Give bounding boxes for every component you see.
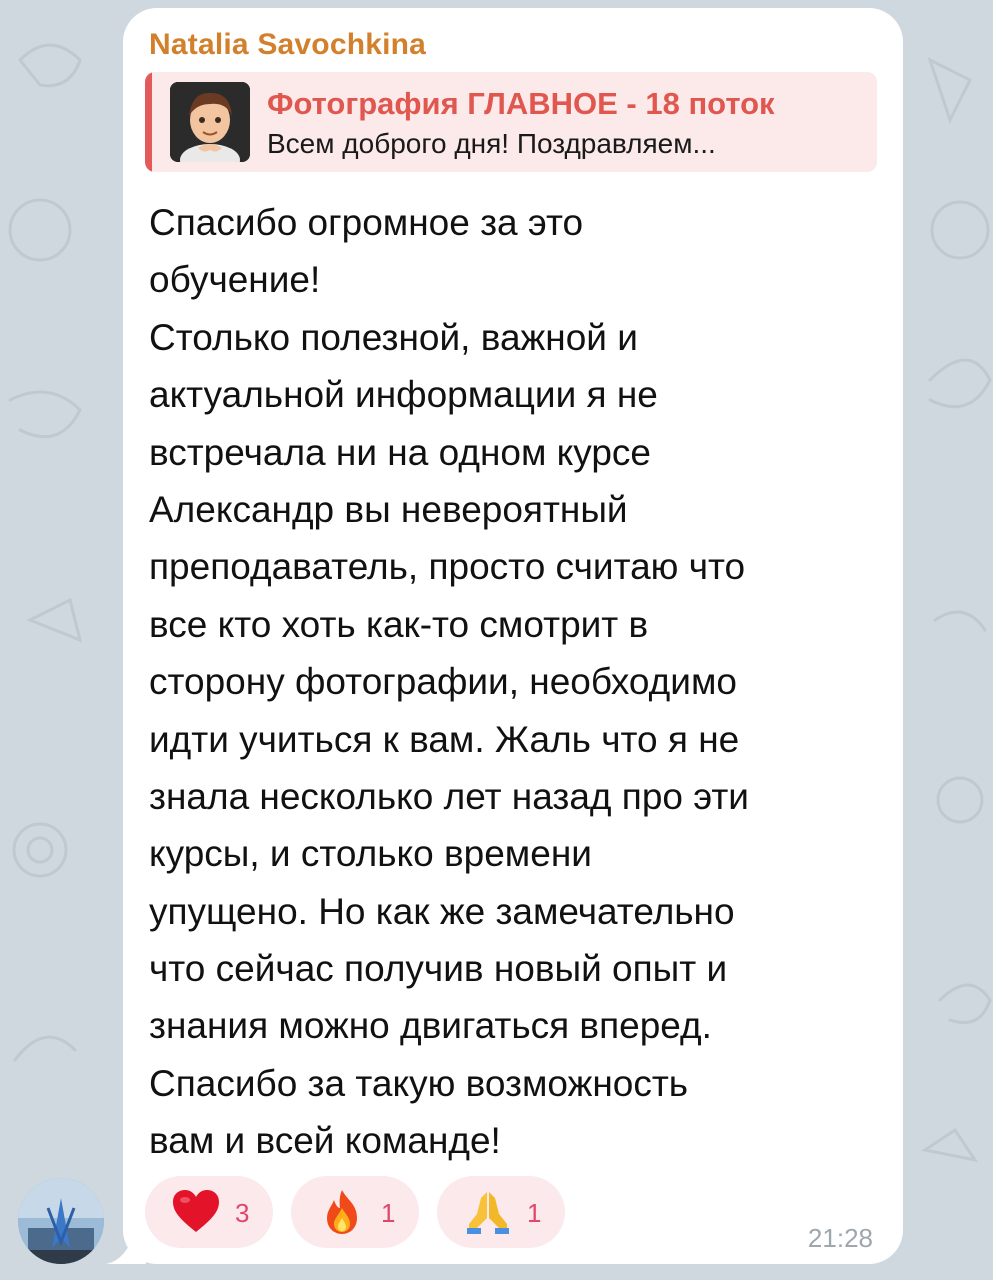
message-line: что сейчас получив новый опыт и — [149, 948, 728, 990]
fire-icon — [317, 1188, 367, 1236]
reply-title: Фотография ГЛАВНОЕ - 18 поток — [267, 86, 775, 121]
message-line: сторону фотографии, необходимо — [149, 661, 737, 703]
praying-hands-icon — [463, 1188, 513, 1236]
reaction-count: 3 — [235, 1198, 250, 1228]
heart-icon — [171, 1188, 221, 1236]
reply-quote[interactable] — [145, 72, 877, 172]
message-line: Спасибо за такую возможность — [149, 1062, 689, 1104]
message-line: курсы, и столько времени — [149, 833, 592, 875]
message-line: идти учиться к вам. Жаль что я не — [149, 718, 740, 760]
message-line: вам и всей команде! — [149, 1120, 501, 1162]
message-bubble[interactable] — [123, 8, 903, 1264]
message-line: знала несколько лет назад про эти — [149, 775, 749, 817]
reply-thumbnail — [170, 82, 250, 162]
message-text — [149, 194, 889, 1170]
sender-name[interactable]: Natalia Savochkina — [149, 28, 427, 61]
message-line: Александр вы невероятный — [149, 488, 628, 530]
message-line: преподаватель, просто считаю что — [149, 546, 746, 588]
reaction-fire[interactable] — [291, 1176, 419, 1248]
memoji-avatar-icon — [170, 82, 250, 162]
message-line: Спасибо огромное за это — [149, 202, 584, 243]
message-line: все кто хоть как-то смотрит в — [149, 603, 649, 645]
reaction-count: 1 — [381, 1198, 396, 1228]
reply-accent-bar — [145, 72, 152, 172]
message-line: актуальной информации я не — [149, 374, 658, 416]
reaction-count: 1 — [527, 1198, 542, 1228]
sender-avatar[interactable] — [18, 1178, 104, 1264]
message-line: обучение! — [149, 259, 321, 301]
avatar-image — [18, 1178, 104, 1264]
reaction-praying-hands[interactable] — [437, 1176, 565, 1248]
reply-preview: Всем доброго дня! Поздравляем... — [267, 128, 716, 159]
message-line: знания можно двигаться вперед. — [149, 1005, 712, 1047]
reaction-heart[interactable] — [145, 1176, 273, 1248]
message-line: встречала ни на одном курсе — [149, 431, 652, 473]
message-time: 21:28 — [807, 1223, 873, 1253]
message-line: упущено. Но как же замечательно — [149, 890, 735, 932]
message-line: Столько полезной, важной и — [149, 316, 638, 358]
